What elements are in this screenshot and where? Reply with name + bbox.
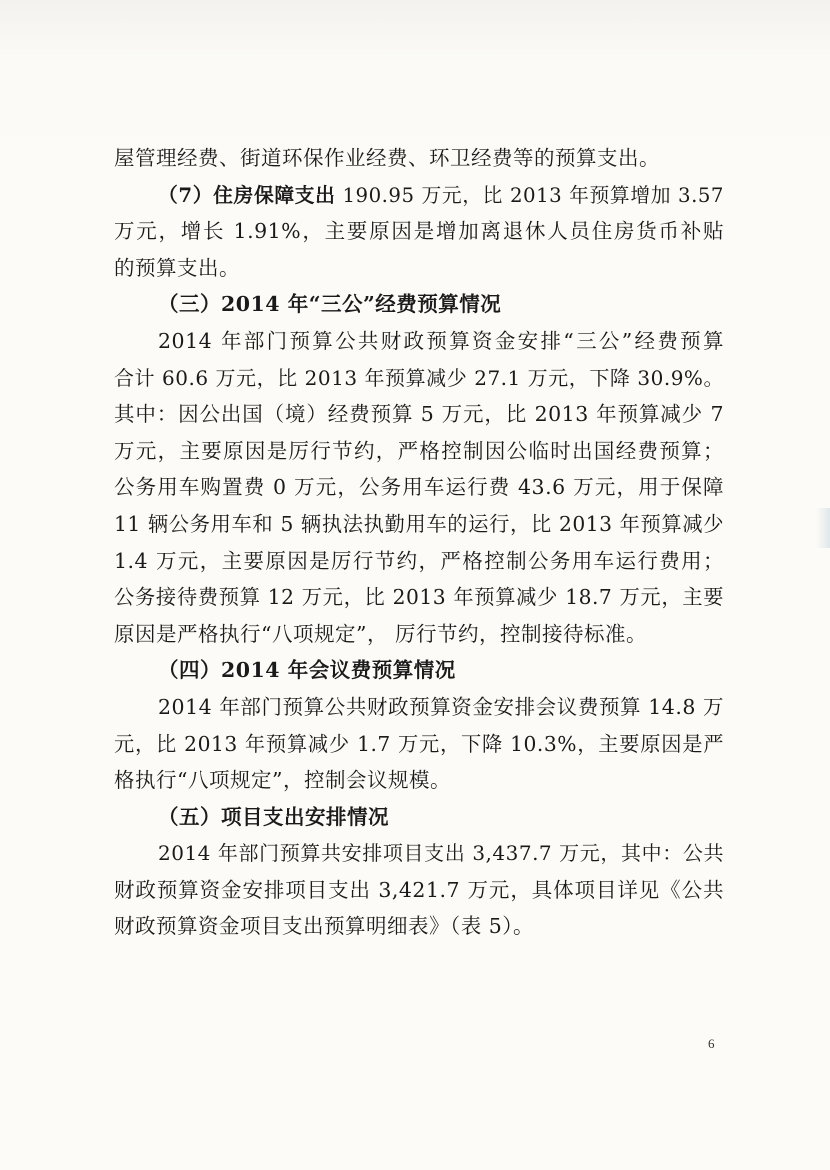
paragraph-line: 格执行“八项规定”，控制会议规模。 xyxy=(114,768,451,793)
paragraph-line: 2014 年部门预算共安排项目支出 3,437.7 万元，其中：公共 xyxy=(158,841,724,866)
paragraph-line: 公务用车购置费 0 万元，公务用车运行费 43.6 万元，用于保障 xyxy=(114,475,724,500)
paragraph-line: 财政预算资金安排项目支出 3,421.7 万元，具体项目详见《公共 xyxy=(114,877,724,902)
paragraph-line: 2014 年部门预算公共财政预算资金安排会议费预算 14.8 万 xyxy=(158,694,724,719)
paragraph-line xyxy=(114,177,724,214)
paragraph-line: 万元，主要原因是厉行节约，严格控制因公临时出国经费预算； xyxy=(114,438,724,463)
paragraph-line: 的预算支出。 xyxy=(114,255,240,280)
paragraph-line: 财政预算资金项目支出预算明细表》（表 5）。 xyxy=(114,914,535,939)
section-heading: （三）2014 年“三公”经费预算情况 xyxy=(158,292,502,317)
paragraph-line: 2014 年部门预算公共财政预算资金安排“三公”经费预算 xyxy=(158,328,724,353)
paragraph-line: 元，比 2013 年预算减少 1.7 万元，下降 10.3%，主要原因是严 xyxy=(114,731,724,756)
paragraph-line: 屋管理经费、街道环保作业经费、环卫经费等的预算支出。 xyxy=(114,146,660,170)
paragraph-line: 万元，增长 1.91%，主要原因是增加离退休人员住房货币补贴 xyxy=(114,219,724,244)
paragraph-line: 11 辆公务用车和 5 辆执法执勤用车的运行，比 2013 年预算减少 xyxy=(114,511,724,536)
paragraph-line: 合计 60.6 万元，比 2013 年预算减少 27.1 万元，下降 30.9%。 xyxy=(114,365,724,390)
paragraph-line: 其中：因公出国（境）经费预算 5 万元，比 2013 年预算减少 7 xyxy=(114,402,724,427)
paragraph-line: 公务接待费预算 12 万元，比 2013 年预算减少 18.7 万元，主要 xyxy=(114,585,724,610)
scan-edge-mark xyxy=(816,508,830,548)
page-number: 6 xyxy=(708,1036,715,1051)
document-body xyxy=(114,140,724,945)
line-rest: 190.95 万元，比 2013 年预算增加 3.57 xyxy=(335,183,725,207)
subsection-label: （7）住房保障支出 xyxy=(158,182,336,207)
paragraph-line: 原因是严格执行“八项规定”， 厉行节约，控制接待标准。 xyxy=(114,621,647,646)
section-heading: （五）项目支出安排情况 xyxy=(158,804,389,829)
paragraph-line: 1.4 万元，主要原因是厉行节约，严格控制公务用车运行费用； xyxy=(114,548,724,573)
section-heading: （四）2014 年会议费预算情况 xyxy=(158,658,456,683)
